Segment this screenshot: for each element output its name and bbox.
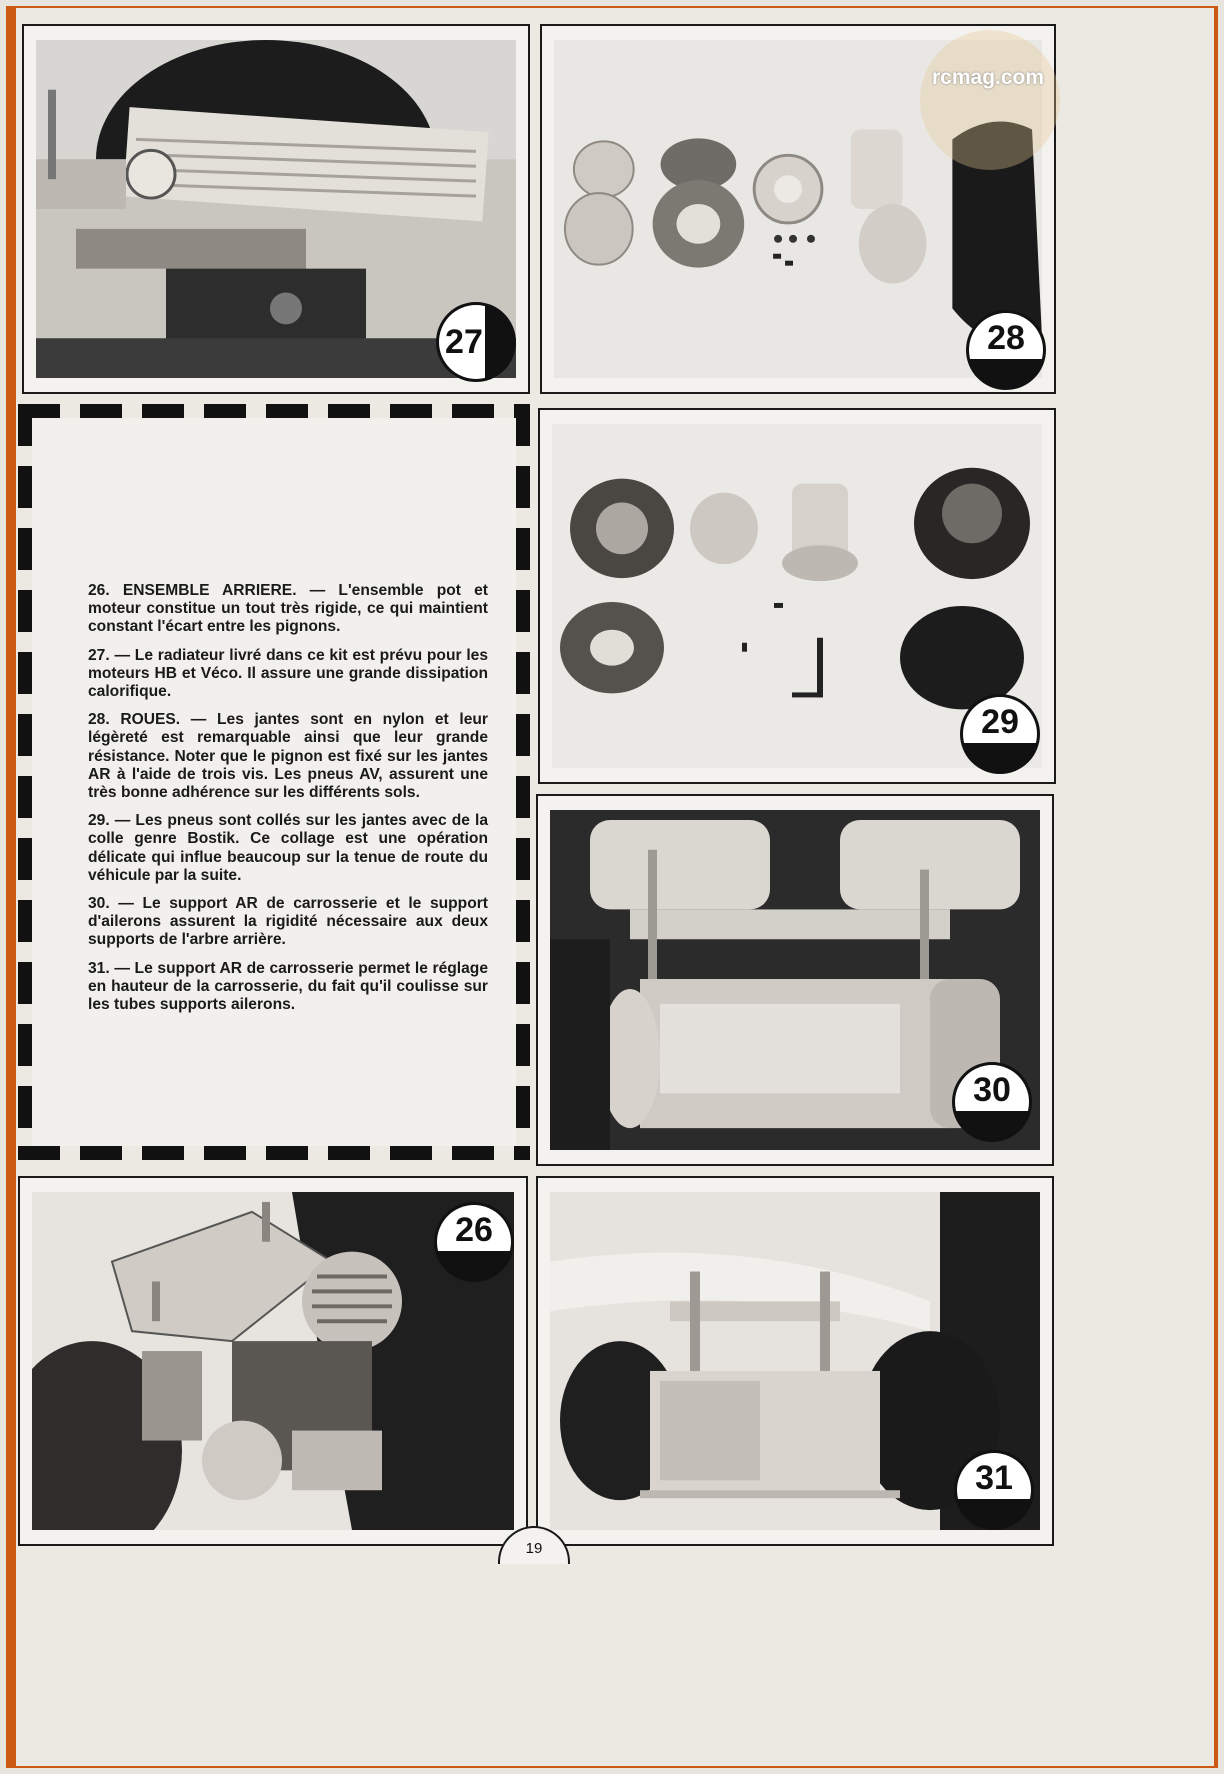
figure-26-panel (18, 1176, 528, 1546)
captions (88, 582, 488, 1024)
caption-box-inner (32, 418, 516, 1146)
caption-26: 26. ENSEMBLE ARRIERE. — L'ensemble pot et moteur constitue un tout très rigide, ce qui maintient constant l'écart entre les pignons. (88, 582, 488, 636)
figure-28-number: 28 (969, 313, 1043, 359)
figure-26-number-badge (434, 1202, 514, 1282)
caption-30: 30. — Le support AR de carrosserie et le support d'ailerons assurent la rigidité nécessaire aux deux supports de l'arbre arrière. (88, 895, 488, 949)
figure-31-number: 31 (957, 1453, 1031, 1499)
watermark-site: rcmag.com (932, 66, 1045, 89)
figure-31-number-badge (954, 1450, 1034, 1530)
caption-27: 27. — Le radiateur livré dans ce kit est prévu pour les moteurs HB et Véco. Il assure une grande dissipation calorifique. (88, 646, 488, 701)
figure-27-number: 27 (439, 305, 485, 379)
figure-30-number-badge (952, 1062, 1032, 1142)
caption-box (18, 404, 530, 1160)
figure-27-number-badge (436, 302, 516, 382)
figure-28-number-badge (966, 310, 1046, 390)
figure-29-number-badge (960, 694, 1040, 774)
caption-29: 29. — Les pneus sont collés sur les jantes avec de la colle genre Bostik. Ce collage est une opération délicate qui influe beaucoup sur la tenue de route du véhicule par la suite. (88, 812, 488, 884)
figure-29-panel (538, 408, 1056, 784)
caption-28: 28. ROUES. — Les jantes sont en nylon et leur légèreté est remarquable ainsi que leur grande résistance. Noter que le pignon est fixé sur les jantes AR à l'aide de trois vis. Les pneus AV, assurent une très bonne adhérence sur les différents sols. (88, 711, 488, 802)
figure-30-panel (536, 794, 1054, 1166)
page-number: 19 (498, 1526, 570, 1564)
figure-26-number: 26 (437, 1205, 511, 1251)
figure-30-number: 30 (955, 1065, 1029, 1111)
rcmag-watermark (920, 30, 1060, 170)
figure-27-panel (22, 24, 530, 394)
figure-29-number: 29 (963, 697, 1037, 743)
caption-31: 31. — Le support AR de carrosserie permet le réglage en hauteur de la carrosserie, du fait qu'il coulisse sur les tubes supports ailerons. (88, 959, 488, 1014)
figure-31-panel (536, 1176, 1054, 1546)
